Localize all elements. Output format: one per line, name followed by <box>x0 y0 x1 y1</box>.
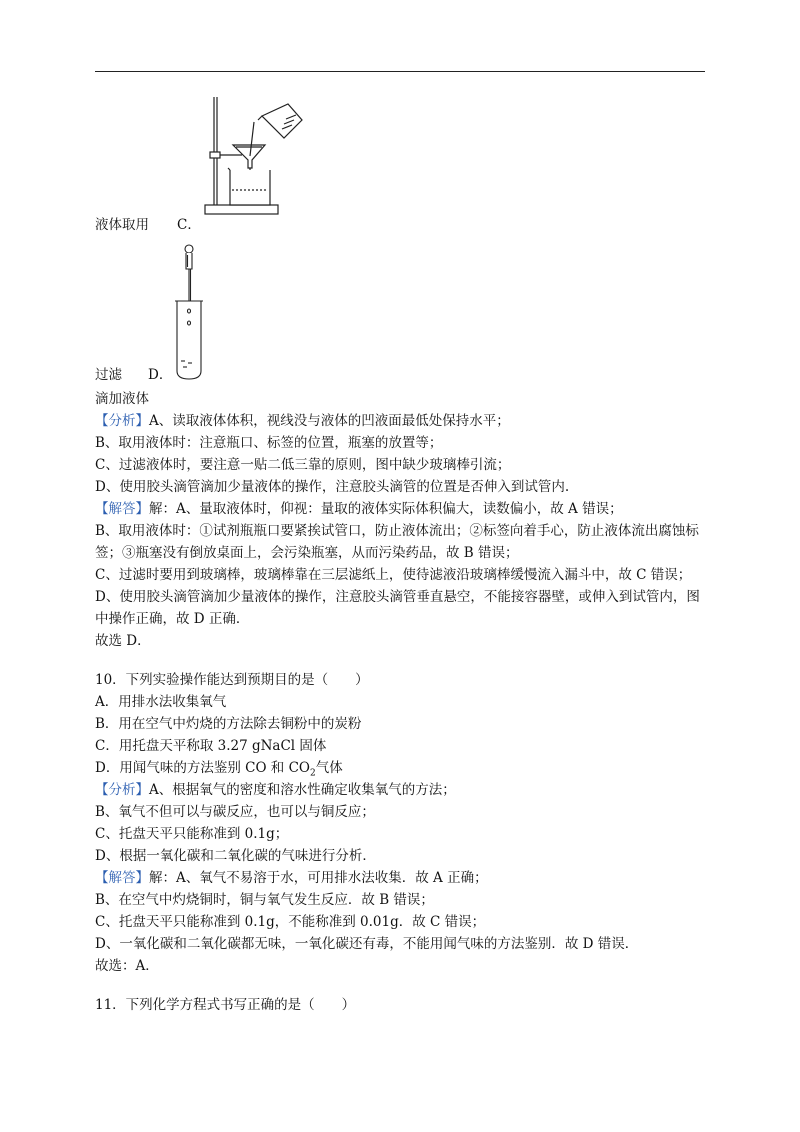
answer-tag: 【解答】 <box>95 501 149 517</box>
q10-analysis-line4: D、根据一氧化碳和二氧化碳的气味进行分析． <box>95 848 376 864</box>
q9-answer-line4: C、过滤时要用到玻璃棒，玻璃棒靠在三层滤纸上，使待滤液沿玻璃棒缓慢流入漏斗中，故 C 错误； <box>95 567 692 583</box>
q9-answer-line5: D、使用胶头滴管滴加少量液体的操作，注意胶头滴管垂直悬空，不能接容器壁，或伸入到试管内，图 <box>95 589 700 605</box>
analysis-tag: 【分析】 <box>95 413 149 429</box>
q10-answer-line1: 【解答】解：A、氧气不易溶于水，可用排水法收集．故 A 正确； <box>95 870 488 886</box>
q10-answer-line4: D、一氧化碳和二氧化碳都无味，一氧化碳还有毒，不能用闻气味的方法鉴别．故 D 错误． <box>95 936 639 952</box>
answer-tag: 【解答】 <box>95 870 149 886</box>
q9-answer-line3: 签；③瓶塞没有倒放桌面上，会污染瓶塞，从而污染药品，故 B 错误； <box>95 545 519 561</box>
q10-analysis-line1: 【分析】A、根据氧气的密度和溶水性确定收集氧气的方法； <box>95 782 456 798</box>
q9-answer-line6: 中操作正确，故 D 正确． <box>95 611 250 627</box>
q9-analysis-line2: B、取用液体时：注意瓶口、标签的位置，瓶塞的放置等； <box>95 435 443 451</box>
q9-analysis-line3: C、过滤液体时，要注意一贴二低三靠的原则，图中缺少玻璃棒引流； <box>95 457 511 473</box>
option-c-caption: 过滤 D． <box>95 367 173 383</box>
q9-answer-choice: 故选 D． <box>95 633 151 649</box>
filtration-apparatus-figure <box>200 94 310 220</box>
q10-analysis-line2: B、氧气不但可以与碳反应，也可以与铜反应； <box>95 804 375 820</box>
q10-answer-choice: 故选：A． <box>95 958 159 974</box>
q10-answer-line3: C、托盘天平只能称准到 0.1g，不能称准到 0.01g．故 C 错误； <box>95 914 486 930</box>
q10-answer-line2: B、在空气中灼烧铜时，铜与氧气发生反应．故 B 错误； <box>95 892 434 908</box>
q9-analysis-line1: 【分析】A、读取液体体积，视线没与液体的凹液面最低处保持水平； <box>95 413 510 429</box>
option-d-caption: 滴加液体 <box>95 391 149 407</box>
q10-stem: 10．下列实验操作能达到预期目的是（ ） <box>95 672 369 688</box>
co2-subscript: 2 <box>310 768 316 779</box>
q10-option-a: A．用排水法收集氧气 <box>95 694 227 710</box>
q10-option-b: B．用在空气中灼烧的方法除去铜粉中的炭粉 <box>95 716 362 732</box>
header-rule <box>95 71 705 72</box>
option-c-letter: C． <box>177 217 201 233</box>
option-d-letter: D． <box>148 367 173 383</box>
q10-option-d: D．用闻气味的方法鉴别 CO 和 $CO_2$气体 <box>95 760 343 779</box>
option-b-caption: 液体取用 C． <box>95 217 201 233</box>
q11-stem: 11．下列化学方程式书写正确的是（ ） <box>95 997 356 1013</box>
q9-answer-line1: 【解答】解：A、量取液体时，仰视：量取的液体实际体积偏大，读数偏小，故 A 错误； <box>95 501 623 517</box>
q10-analysis-line3: C、托盘天平只能称准到 0.1g； <box>95 826 289 842</box>
q10-option-c: C．用托盘天平称取 3.27 gNaCl 固体 <box>95 738 327 754</box>
dropper-test-tube-figure <box>172 243 212 383</box>
q9-analysis-line4: D、使用胶头滴管滴加少量液体的操作，注意胶头滴管的位置是否伸入到试管内. <box>95 479 570 495</box>
q9-answer-line2: B、取用液体时：①试剂瓶瓶口要紧挨试管口，防止液体流出；②标签向着手心，防止液体流出腐蚀标 <box>95 523 699 539</box>
analysis-tag: 【分析】 <box>95 782 149 798</box>
